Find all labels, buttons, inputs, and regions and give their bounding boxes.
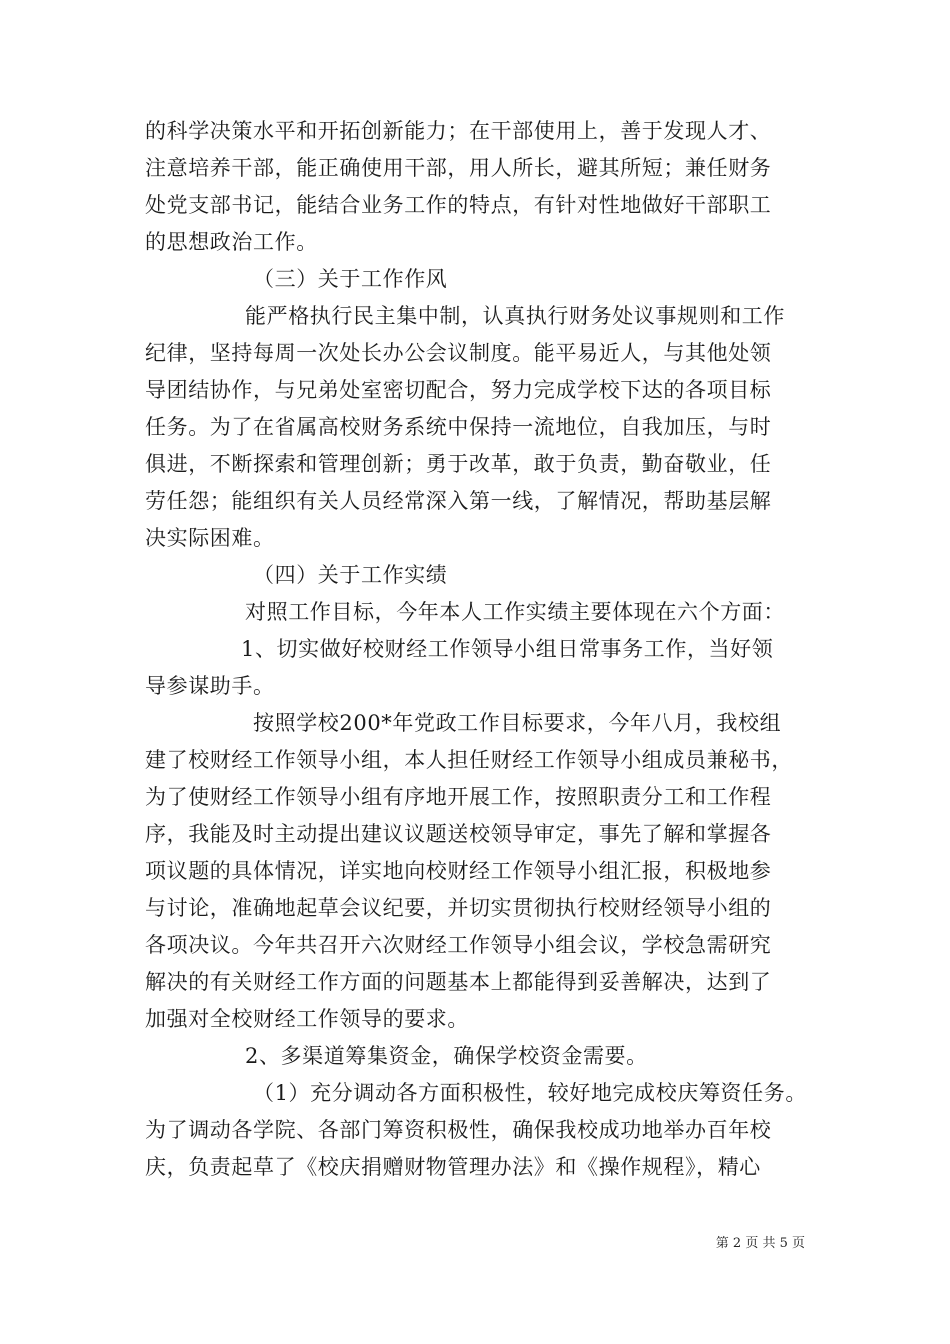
text-line: 决实际困难。 <box>145 526 275 550</box>
text-line: 对照工作目标，今年本人工作实绩主要体现在六个方面： <box>245 600 785 624</box>
text-line: 注意培养干部，能正确使用干部，用人所长，避其所短；兼任财务 <box>145 156 772 180</box>
text-line: 与讨论，准确地起草会议纪要，并切实贯彻执行校财经领导小组的 <box>145 896 772 920</box>
section-heading: （三）关于工作作风 <box>253 267 448 291</box>
text-line: 各项决议。今年共召开六次财经工作领导小组会议，学校急需研究 <box>145 933 772 957</box>
text-line: 能严格执行民主集中制，认真执行财务处议事规则和工作 <box>245 304 785 328</box>
text-line: 任务。为了在省属高校财务系统中保持一流地位，自我加压，与时 <box>145 415 772 439</box>
text-line: 1、切实做好校财经工作领导小组日常事务工作，当好领 <box>241 637 774 661</box>
text-line: 解决的有关财经工作方面的问题基本上都能得到妥善解决，达到了 <box>145 970 772 994</box>
text-line: （1）充分调动各方面积极性，较好地完成校庆筹资任务。 <box>253 1081 807 1105</box>
text-line: 序，我能及时主动提出建议议题送校领导审定，事先了解和掌握各 <box>145 822 772 846</box>
text-line: 为了调动各学院、各部门筹资积极性，确保我校成功地举办百年校 <box>145 1118 772 1142</box>
text-line: 纪律，坚持每周一次处长办公会议制度。能平易近人，与其他处领 <box>145 341 772 365</box>
text-line: 建了校财经工作领导小组，本人担任财经工作领导小组成员兼秘书， <box>145 748 793 772</box>
text-line: 的思想政治工作。 <box>145 230 318 254</box>
text-line: 为了使财经工作领导小组有序地开展工作，按照职责分工和工作程 <box>145 785 772 809</box>
text-line: 按照学校200*年党政工作目标要求，今年八月，我校组 <box>253 711 782 735</box>
text-line: 导团结协作，与兄弟处室密切配合，努力完成学校下达的各项目标 <box>145 378 772 402</box>
text-line: 2、多渠道筹集资金，确保学校资金需要。 <box>245 1044 648 1068</box>
text-line: 庆，负责起草了《校庆捐赠财物管理办法》和《操作规程》，精心 <box>145 1155 761 1179</box>
document-body <box>145 113 835 1186</box>
section-heading: （四）关于工作实绩 <box>253 563 448 587</box>
text-line: 加强对全校财经工作领导的要求。 <box>145 1007 469 1031</box>
text-line: 项议题的具体情况，详实地向校财经工作领导小组汇报，积极地参 <box>145 859 772 883</box>
text-line: 劳任怨；能组织有关人员经常深入第一线，了解情况，帮助基层解 <box>145 489 772 513</box>
text-line: 俱进，不断探索和管理创新；勇于改革，敢于负责，勤奋敬业，任 <box>145 452 772 476</box>
text-line: 导参谋助手。 <box>145 674 275 698</box>
text-line: 的科学决策水平和开拓创新能力；在干部使用上，善于发现人才、 <box>145 119 772 143</box>
page-number: 第 2 页 共 5 页 <box>715 1236 805 1251</box>
text-line: 处党支部书记，能结合业务工作的特点，有针对性地做好干部职工 <box>145 193 772 217</box>
